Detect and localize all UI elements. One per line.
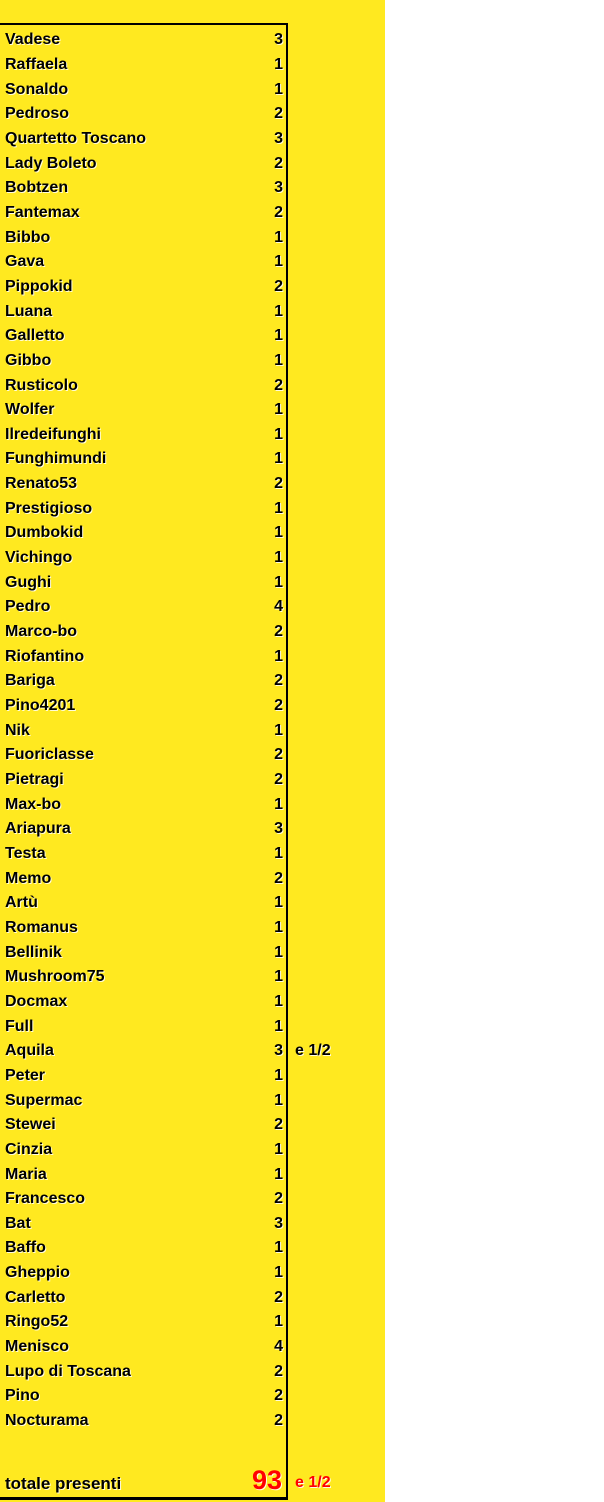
participant-count: 1 — [274, 795, 283, 813]
table-row — [0, 718, 286, 743]
participant-count: 2 — [274, 1288, 283, 1306]
participant-name: Luana — [5, 302, 53, 320]
total-value: 93 — [251, 1465, 282, 1495]
table-row — [0, 1384, 286, 1409]
participant-name: Nik — [5, 721, 30, 739]
participant-count: 1 — [274, 1264, 283, 1282]
participant-count: 3 — [274, 31, 283, 49]
participant-name: Mushroom75 — [5, 968, 105, 986]
participant-count: 1 — [274, 524, 283, 542]
participant-name: Pietragi — [5, 771, 64, 789]
table-row — [0, 1162, 286, 1187]
attendance-rows — [0, 28, 331, 1433]
table-row — [0, 1138, 286, 1163]
participant-count: 1 — [274, 918, 283, 936]
table-row — [0, 250, 286, 275]
participant-name: Galletto — [5, 327, 65, 345]
table-row — [0, 1212, 286, 1237]
participant-name: Gheppio — [5, 1264, 70, 1282]
table-row — [0, 1088, 286, 1113]
table-row — [0, 694, 286, 719]
table-row — [0, 990, 286, 1015]
participant-name: Vadese — [5, 31, 61, 49]
participant-count: 2 — [274, 1387, 283, 1405]
participant-count: 2 — [274, 1362, 283, 1380]
participant-count: 2 — [274, 475, 283, 493]
participant-name: Renato53 — [5, 475, 78, 493]
participant-name: Supermac — [5, 1091, 83, 1109]
participant-name: Stewei — [5, 1116, 56, 1134]
participant-name: Prestigioso — [5, 499, 93, 517]
participant-count: 3 — [274, 179, 283, 197]
participant-name: Romanus — [5, 918, 78, 936]
participant-name: Lupo di Toscana — [5, 1362, 131, 1380]
participant-name: Vichingo — [5, 549, 73, 567]
participant-name: Pippokid — [5, 277, 73, 295]
participant-name: Pedroso — [5, 105, 70, 123]
table-row — [0, 1064, 286, 1089]
table-row — [0, 546, 286, 571]
participant-name: Baffo — [5, 1239, 46, 1257]
participant-name: Bibbo — [5, 228, 51, 246]
participant-count: 2 — [274, 771, 283, 789]
participant-name: Pino — [5, 1387, 40, 1405]
participant-count: 1 — [274, 647, 283, 665]
participant-count: 1 — [274, 302, 283, 320]
participant-name: Dumbokid — [5, 524, 84, 542]
participant-name: Nocturama — [5, 1412, 89, 1430]
participant-name: Gibbo — [5, 351, 52, 369]
participant-count: 2 — [274, 105, 283, 123]
participant-name: Testa — [5, 844, 46, 862]
table-row — [0, 102, 286, 127]
participant-count: 1 — [274, 1239, 283, 1257]
participant-name: Marco-bo — [5, 623, 77, 641]
table-row — [0, 669, 286, 694]
table-row — [0, 77, 286, 102]
table-row — [0, 842, 286, 867]
total-row — [0, 1465, 331, 1495]
participant-count: 1 — [274, 894, 283, 912]
table-row — [0, 1359, 286, 1384]
total-label: totale presenti — [5, 1474, 122, 1493]
table-row — [0, 595, 286, 620]
table-row — [0, 940, 286, 965]
participant-name: Carletto — [5, 1288, 66, 1306]
table-row — [0, 151, 286, 176]
participant-count: 1 — [274, 943, 283, 961]
participant-name: Docmax — [5, 992, 68, 1010]
participant-count: 4 — [274, 1338, 283, 1356]
participant-count: 1 — [274, 1313, 283, 1331]
table-row — [0, 1113, 286, 1138]
participant-name: Bobtzen — [5, 179, 69, 197]
table-row — [0, 620, 286, 645]
participant-count: 2 — [274, 746, 283, 764]
table-row — [0, 521, 286, 546]
participant-count: 1 — [274, 80, 283, 98]
participant-count: 1 — [274, 549, 283, 567]
participant-count: 1 — [274, 55, 283, 73]
participant-name: Fuoriclasse — [5, 746, 94, 764]
table-row — [0, 398, 286, 423]
participant-count: 1 — [274, 1066, 283, 1084]
participant-count: 1 — [274, 992, 283, 1010]
table-row — [0, 373, 286, 398]
participant-count: 2 — [274, 869, 283, 887]
participant-count: 1 — [274, 253, 283, 271]
participant-count: 3 — [274, 129, 283, 147]
table-row — [0, 225, 286, 250]
table-row — [0, 1285, 286, 1310]
participant-name: Cinzia — [5, 1140, 53, 1158]
participant-name: Francesco — [5, 1190, 86, 1208]
participant-count: 2 — [274, 203, 283, 221]
table-row — [0, 891, 286, 916]
participant-count: 3 — [274, 1214, 283, 1232]
participant-count: 2 — [274, 623, 283, 641]
table-row — [0, 447, 286, 472]
table-row — [0, 644, 286, 669]
table-row — [0, 1014, 286, 1039]
participant-name: Ariapura — [5, 820, 71, 838]
participant-name: Gava — [5, 253, 45, 271]
participant-name: Funghimundi — [5, 450, 107, 468]
table-row — [0, 28, 286, 53]
participant-count: 1 — [274, 968, 283, 986]
attendance-table — [0, 23, 331, 1500]
table-row — [0, 423, 286, 448]
participant-name: Pedro — [5, 598, 51, 616]
table-row — [0, 1335, 286, 1360]
participant-name: Bellinik — [5, 943, 62, 961]
participant-count: 1 — [274, 401, 283, 419]
table-row — [0, 768, 286, 793]
participant-name: Ringo52 — [5, 1313, 69, 1331]
participant-count: 1 — [274, 351, 283, 369]
participant-count: 2 — [274, 697, 283, 715]
table-row — [0, 916, 286, 941]
table-row — [0, 53, 286, 78]
participant-name: Bariga — [5, 672, 55, 690]
table-row — [0, 965, 286, 990]
total-extra: e 1/2 — [295, 1474, 331, 1491]
participant-count: 2 — [274, 154, 283, 172]
participant-name: Raffaela — [5, 55, 68, 73]
participant-name: Maria — [5, 1165, 47, 1183]
participant-count: 1 — [274, 1140, 283, 1158]
participant-count: 2 — [274, 277, 283, 295]
participant-count: 1 — [274, 327, 283, 345]
participant-count: 1 — [274, 1017, 283, 1035]
table-row — [0, 201, 286, 226]
count-extra: e 1/2 — [295, 1042, 331, 1060]
participant-count: 3 — [274, 1042, 283, 1060]
participant-count: 1 — [274, 1091, 283, 1109]
participant-name: Fantemax — [5, 203, 80, 221]
participant-name: Max-bo — [5, 795, 61, 813]
participant-name: Gughi — [5, 573, 52, 591]
participant-name: Rusticolo — [5, 376, 78, 394]
participant-name: Artù — [5, 894, 38, 912]
table-row — [0, 1409, 286, 1434]
table-row — [0, 275, 286, 300]
participant-name: Riofantino — [5, 647, 85, 665]
participant-count: 1 — [274, 450, 283, 468]
table-row — [0, 1310, 286, 1335]
participant-name: Menisco — [5, 1338, 70, 1356]
table-row — [0, 1261, 286, 1286]
table-row — [0, 1039, 331, 1064]
participant-count: 1 — [274, 1165, 283, 1183]
table-row — [0, 176, 286, 201]
table-row — [0, 570, 286, 595]
participant-name: Sonaldo — [5, 80, 69, 98]
table-row — [0, 299, 286, 324]
participant-name: Pino4201 — [5, 697, 76, 715]
participant-name: Wolfer — [5, 401, 55, 419]
table-row — [0, 472, 286, 497]
table-row — [0, 324, 286, 349]
participant-name: Quartetto Toscano — [5, 129, 147, 147]
participant-count: 2 — [274, 1190, 283, 1208]
participant-name: Peter — [5, 1066, 46, 1084]
participant-count: 1 — [274, 228, 283, 246]
participant-count: 1 — [274, 425, 283, 443]
table-row — [0, 792, 286, 817]
participant-count: 2 — [274, 1412, 283, 1430]
participant-count: 4 — [274, 598, 283, 616]
participant-name: Ilredeifunghi — [5, 425, 101, 443]
table-row — [0, 817, 286, 842]
participant-name: Aquila — [5, 1042, 54, 1060]
participant-count: 2 — [274, 672, 283, 690]
participant-count: 2 — [274, 1116, 283, 1134]
table-row — [0, 127, 286, 152]
table-row — [0, 1236, 286, 1261]
participant-count: 1 — [274, 499, 283, 517]
table-row — [0, 496, 286, 521]
table-row — [0, 349, 286, 374]
participant-name: Memo — [5, 869, 52, 887]
participant-name: Full — [5, 1017, 34, 1035]
participant-name: Lady Boleto — [5, 154, 97, 172]
participant-count: 2 — [274, 376, 283, 394]
table-row — [0, 743, 286, 768]
participant-name: Bat — [5, 1214, 31, 1232]
participant-count: 1 — [274, 844, 283, 862]
participant-count: 1 — [274, 573, 283, 591]
participant-count: 3 — [274, 820, 283, 838]
table-row — [0, 866, 286, 891]
participant-count: 1 — [274, 721, 283, 739]
table-row — [0, 1187, 286, 1212]
